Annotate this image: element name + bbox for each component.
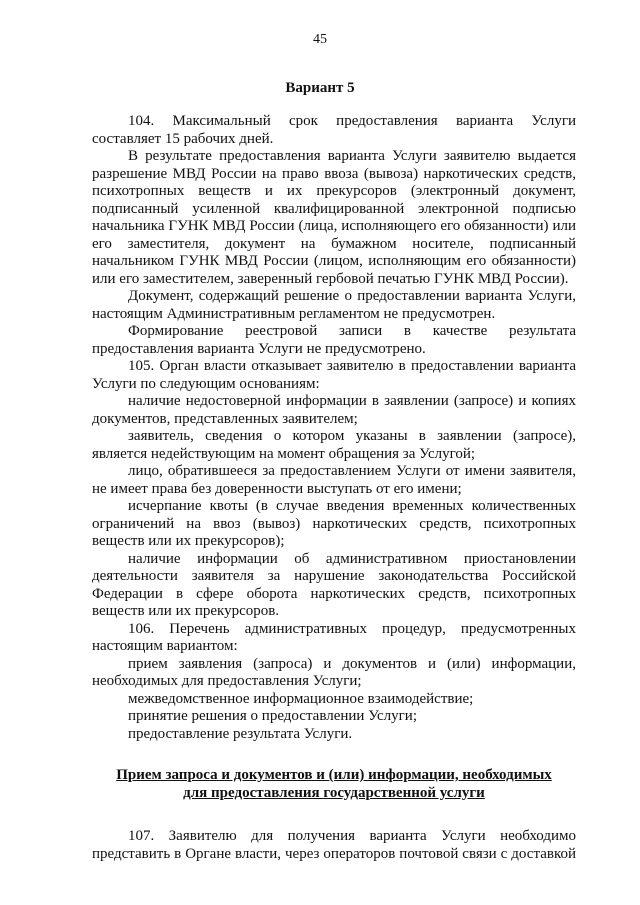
paragraph-registry: Формирование реестровой записи в качестве результата предоставления варианта Услуги не предусмотрено. — [92, 323, 576, 357]
subsection-heading-line-1: Прием запроса и документов и (или) информации, необходимых — [116, 767, 552, 783]
list-item-refusal-4: исчерпание квоты (в случае введения временных количественных ограничений на ввоз (вывоз) наркотических средств, психотропных веществ или их прекурсоров); — [92, 498, 576, 549]
list-item-refusal-1: наличие недостоверной информации в заявлении (запросе) и копиях документов, представленных заявителем; — [92, 393, 576, 427]
paragraph-107: 107. Заявителю для получения варианта Услуги необходимо представить в Органе власти, через операторов почтовой связи с доставкой — [92, 828, 576, 862]
subsection-heading-line-2: для предоставления государственной услуги — [183, 784, 485, 801]
page-number: 45 — [313, 32, 327, 47]
list-item-refusal-3: лицо, обратившееся за предоставлением Услуги от имени заявителя, не имеет права без доверенности выступать от его имени; — [92, 463, 576, 497]
paragraph-result: В результате предоставления варианта Услуги заявителю выдается разрешение МВД России на право ввоза (вывоза) наркотических средств, психотропных веществ и их прекурсоров (электронный документ, подписанный усиленной квалифицированной электронной подписью начальника ГУНК МВД России (лица, исполняющего его обязанности) или его заместителя, документ на бумажном носителе, подписанный начальником ГУНК МВД России (лицом, исполняющим его обязанности) или его заместителем, заверенный гербовой печатью ГУНК МВД России). — [92, 148, 576, 287]
list-item-refusal-5: наличие информации об административном приостановлении деятельности заявителя за нарушение законодательства Российской Федерации в сфере оборота наркотических средств, психотропных веществ или их прекурсоров. — [92, 550, 576, 619]
subsection-heading — [92, 767, 576, 802]
paragraph-document: Документ, содержащий решение о предоставлении варианта Услуги, настоящим Административным регламентом не предусмотрен. — [92, 288, 576, 322]
section-title: Вариант 5 — [285, 80, 355, 96]
paragraph-106: 106. Перечень административных процедур, предусмотренных настоящим вариантом: — [92, 620, 576, 654]
list-item-procedure-4: предоставление результата Услуги. — [128, 725, 353, 742]
list-item-procedure-2: межведомственное информационное взаимодействие; — [128, 690, 474, 707]
document-body — [92, 113, 576, 863]
list-item-refusal-2: заявитель, сведения о котором указаны в заявлении (запросе), является недействующим на момент обращения за Услугой; — [92, 428, 576, 462]
list-item-procedure-3: принятие решения о предоставлении Услуги; — [128, 708, 418, 724]
paragraph-104: 104. Максимальный срок предоставления варианта Услуги составляет 15 рабочих дней. — [92, 113, 576, 147]
list-item-procedure-1: прием заявления (запроса) и документов и (или) информации, необходимых для предоставления Услуги; — [92, 655, 576, 689]
paragraph-105: 105. Орган власти отказывает заявителю в предоставлении варианта Услуги по следующим основаниям: — [92, 358, 576, 392]
